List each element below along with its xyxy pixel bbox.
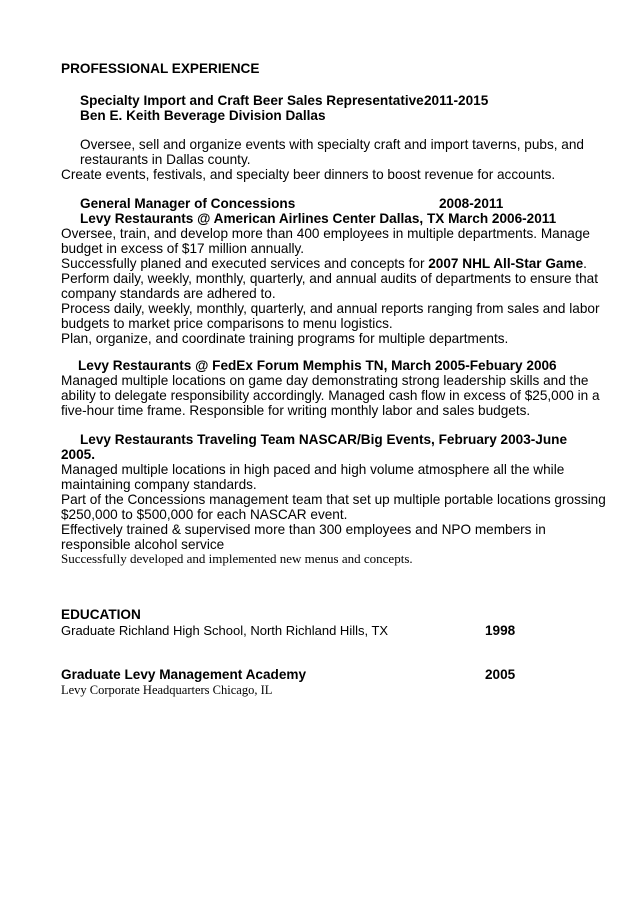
job-title: Specialty Import and Craft Beer Sales Representative bbox=[80, 93, 424, 108]
job-company: Levy Restaurants Traveling Team NASCAR/Big Events, February 2003-June bbox=[80, 432, 568, 447]
text-span: Successfully planed and executed services and concepts for bbox=[61, 256, 429, 271]
education-year: 1998 bbox=[485, 623, 516, 638]
job-company: 2005. bbox=[61, 447, 96, 462]
job-description: Effectively trained & supervised more than 300 employees and NPO members in bbox=[61, 522, 546, 537]
job-description: maintaining company standards. bbox=[61, 477, 257, 492]
job-description: five-hour time frame. Responsible for writing monthly labor and sales budgets. bbox=[61, 403, 531, 418]
job-description: ability to delegate responsibility accordingly. Managed cash flow in excess of $25,000 in a bbox=[61, 388, 600, 403]
job-years: 2011-2015 bbox=[424, 93, 489, 108]
job-description: Process daily, weekly, monthly, quarterly, and annual reports ranging from sales and labor bbox=[61, 301, 600, 316]
job-company: Levy Restaurants @ American Airlines Center Dallas, TX March 2006-2011 bbox=[80, 211, 557, 226]
section-heading-education: EDUCATION bbox=[61, 607, 141, 622]
job-description: Managed multiple locations in high paced and high volume atmosphere all the while bbox=[61, 462, 565, 477]
job-description: Managed multiple locations on game day demonstrating strong leadership skills and the bbox=[61, 373, 589, 388]
section-heading-experience: PROFESSIONAL EXPERIENCE bbox=[61, 61, 260, 76]
job-description: Successfully developed and implemented new menus and concepts. bbox=[61, 551, 413, 566]
text-span: . bbox=[583, 256, 587, 271]
education-location: Levy Corporate Headquarters Chicago, IL bbox=[61, 683, 273, 697]
job-description: restaurants in Dallas county. bbox=[80, 152, 251, 167]
job-company: Ben E. Keith Beverage Division Dallas bbox=[80, 108, 326, 123]
job-description: Oversee, sell and organize events with specialty craft and import taverns, pubs, and bbox=[80, 137, 584, 152]
job-description bbox=[61, 256, 587, 272]
job-description: $250,000 to $500,000 for each NASCAR event. bbox=[61, 507, 348, 522]
job-description: Part of the Concessions management team that set up multiple portable locations grossing bbox=[61, 492, 606, 507]
job-description: Plan, organize, and coordinate training programs for multiple departments. bbox=[61, 331, 509, 346]
job-years: 2008-2011 bbox=[439, 196, 504, 211]
job-description: budgets to market price comparisons to menu logistics. bbox=[61, 316, 393, 331]
job-description: Oversee, train, and develop more than 400 employees in multiple departments. Manage bbox=[61, 226, 590, 241]
job-company: Levy Restaurants @ FedEx Forum Memphis TN, March 2005-Febuary 2006 bbox=[78, 358, 557, 373]
job-description: company standards are adhered to. bbox=[61, 286, 276, 301]
bold-event-name: 2007 NHL All-Star Game bbox=[428, 256, 584, 271]
education-entry: Graduate Richland High School, North Richland Hills, TX bbox=[61, 623, 389, 638]
job-description: Create events, festivals, and specialty beer dinners to boost revenue for accounts. bbox=[61, 167, 556, 182]
education-entry: Graduate Levy Management Academy bbox=[61, 667, 307, 682]
job-description: Perform daily, weekly, monthly, quarterly, and annual audits of departments to ensure that bbox=[61, 271, 598, 286]
education-year: 2005 bbox=[485, 667, 516, 682]
job-description: budget in excess of $17 million annually. bbox=[61, 241, 305, 256]
job-description: responsible alcohol service bbox=[61, 537, 225, 552]
job-title: General Manager of Concessions bbox=[80, 196, 296, 211]
